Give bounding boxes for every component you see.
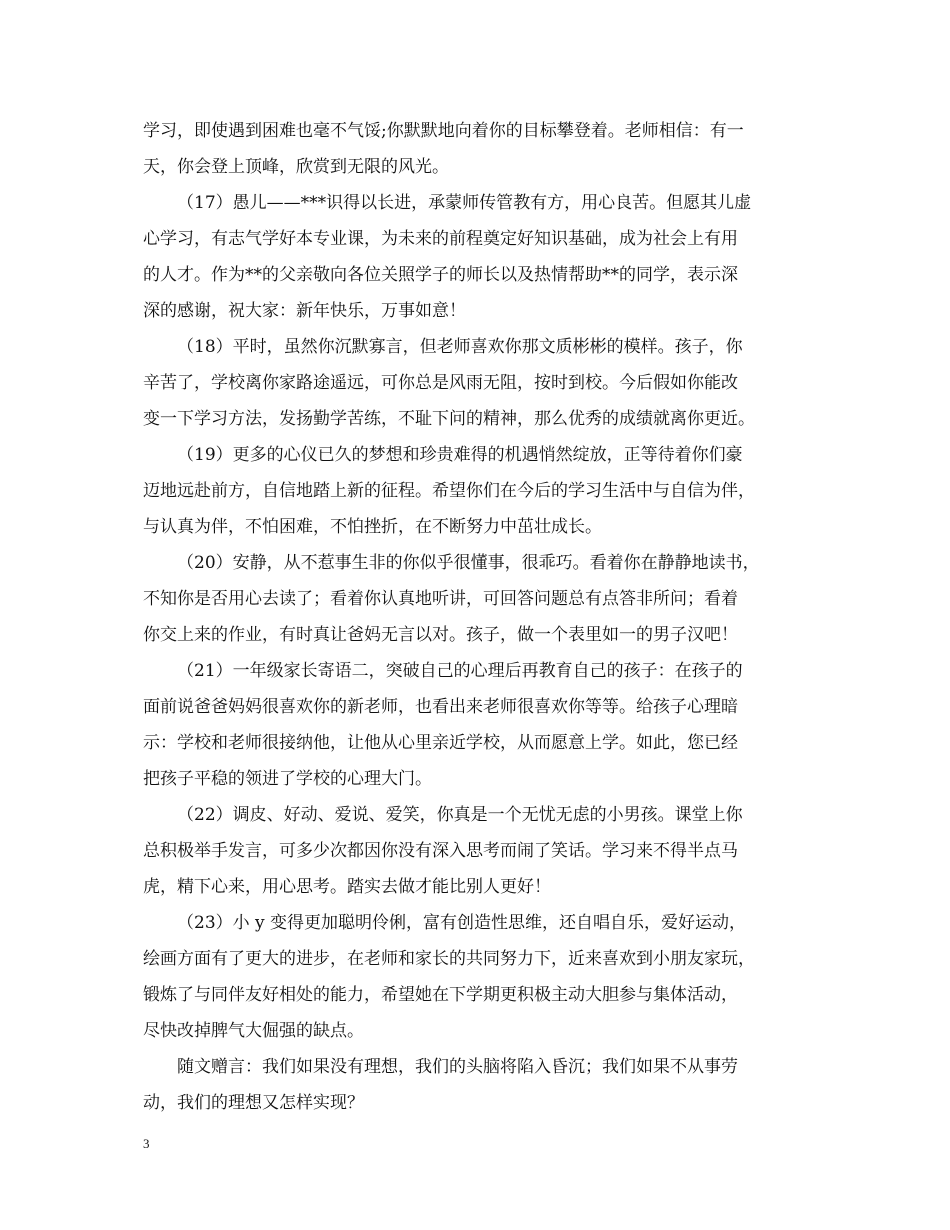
text-line: （18）平时，虽然你沉默寡言，但老师喜欢你那文质彬彬的模样。孩子，你 — [177, 337, 743, 357]
text-line: （17）愚儿——***识得以长进，承蒙师传管教有方，用心良苦。但愿其儿虚 — [177, 193, 752, 213]
text-line: 变一下学习方法，发扬勤学苦练，不耻下问的精神，那么优秀的成绩就离你更近。 — [143, 409, 755, 429]
text-line: 绘画方面有了更大的进步，在老师和家长的共同努力下，近来喜欢到小朋友家玩， — [143, 949, 755, 969]
text-line: （21）一年级家长寄语二，突破自己的心理后再教育自己的孩子：在孩子的 — [177, 661, 743, 681]
text-line: 锻炼了与同伴友好相处的能力，希望她在下学期更积极主动大胆参与集体活动， — [143, 985, 738, 1005]
text-line: 示：学校和老师很接纳他，让他从心里亲近学校，从而愿意上学。如此，您已经 — [143, 733, 738, 753]
text-line: 总积极举手发言，可多少次都因你没有深入思考而闹了笑话。学习来不得半点马 — [143, 841, 738, 861]
text-line: （19）更多的心仪已久的梦想和珍贵难得的机遇悄然绽放，正等待着你们豪 — [177, 445, 743, 465]
text-line: 深的感谢，祝大家：新年快乐，万事如意！ — [143, 301, 466, 321]
text-line: 尽快改掉脾气大倔强的缺点。 — [143, 1021, 364, 1041]
text-line: 动，我们的理想又怎样实现？ — [143, 1093, 364, 1113]
text-line: 与认真为伴，不怕困难，不怕挫折，在不断努力中茁壮成长。 — [143, 517, 602, 537]
page-number: 3 — [143, 1136, 150, 1151]
text-line: 随文赠言：我们如果没有理想，我们的头脑将陷入昏沉；我们如果不从事劳 — [177, 1057, 738, 1077]
text-line: 不知你是否用心去读了；看着你认真地听讲，可回答问题总有点答非所问；看着 — [143, 589, 738, 609]
text-line: （22）调皮、好动、爱说、爱笑，你真是一个无忧无虑的小男孩。课堂上你 — [177, 805, 743, 825]
document-body — [143, 113, 813, 1121]
text-line: 把孩子平稳的领进了学校的心理大门。 — [143, 769, 432, 789]
text-line: 虎，精下心来，用心思考。踏实去做才能比别人更好！ — [143, 877, 551, 897]
text-line: （20）安静，从不惹事生非的你似乎很懂事，很乖巧。看着你在静静地读书， — [177, 553, 760, 573]
text-line: 天，你会登上顶峰，欣赏到无限的风光。 — [143, 157, 449, 177]
text-line: 辛苦了，学校离你家路途遥远，可你总是风雨无阻，按时到校。今后假如你能改 — [143, 373, 738, 393]
text-line: （23）小 y 变得更加聪明伶俐，富有创造性思维，还自唱自乐，爱好运动， — [177, 913, 747, 933]
text-line: 迈地远赴前方，自信地踏上新的征程。希望你们在今后的学习生活中与自信为伴， — [143, 481, 755, 501]
text-line: 你交上来的作业，有时真让爸妈无言以对。孩子，做一个表里如一的男子汉吧！ — [143, 625, 738, 645]
text-line: 心学习，有志气学好本专业课，为未来的前程奠定好知识基础，成为社会上有用 — [143, 229, 738, 249]
text-line: 学习，即使遇到困难也毫不气馁;你默默地向着你的目标攀登着。老师相信：有一 — [143, 121, 744, 141]
text-line: 面前说爸爸妈妈很喜欢你的新老师，也看出来老师很喜欢你等等。给孩子心理暗 — [143, 697, 738, 717]
text-line: 的人才。作为**的父亲敬向各位关照学子的师长以及热情帮助**的同学，表示深 — [143, 265, 738, 285]
